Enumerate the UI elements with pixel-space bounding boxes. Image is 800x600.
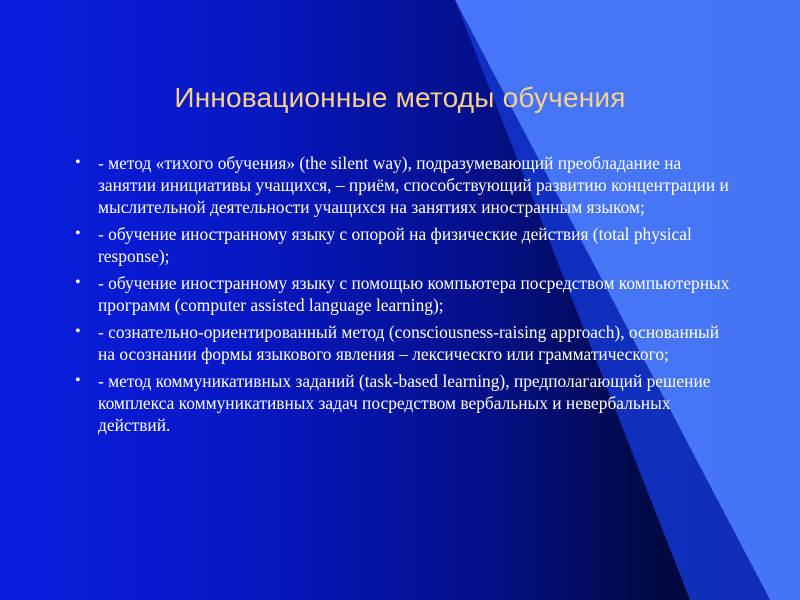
bullet-icon: • (75, 274, 81, 291)
slide-title: Инновационные методы обучения (174, 82, 626, 113)
bullet-text: - обучение иностранному языку с опорой на физические действия (total physical response); (98, 224, 692, 266)
bullet-icon: • (75, 372, 81, 389)
bullet-text: - сознательно-ориентированный метод (consciousness-raising approach), основанный на осознании формы языкового явления – лексическго или грамматического; (98, 322, 720, 364)
list-item (74, 223, 734, 267)
list-item (74, 321, 734, 365)
bullet-text: - метод «тихого обучения» (the silent way), подразумевающий преобладание на занятии инициативы учащихся, – приём, способствующий развитию концентрации и мыслительной деятельности учащихся на занятиях иностранным языком; (98, 153, 729, 217)
bullet-icon: • (75, 154, 81, 171)
bullet-list (74, 152, 734, 441)
list-item (74, 152, 734, 218)
bullet-text: - обучение иностранному языку с помощью компьютера посредством компьютерных программ (computer assisted language learning); (98, 273, 730, 315)
bullet-icon: • (75, 323, 81, 340)
bullet-icon: • (75, 225, 81, 242)
list-item (74, 370, 734, 436)
bullet-text: - метод коммуникативных заданий (task-based learning), предполагающий решение комплекса коммуникативных задач посредством вербальных и невербальных действий. (98, 371, 711, 435)
list-item (74, 272, 734, 316)
